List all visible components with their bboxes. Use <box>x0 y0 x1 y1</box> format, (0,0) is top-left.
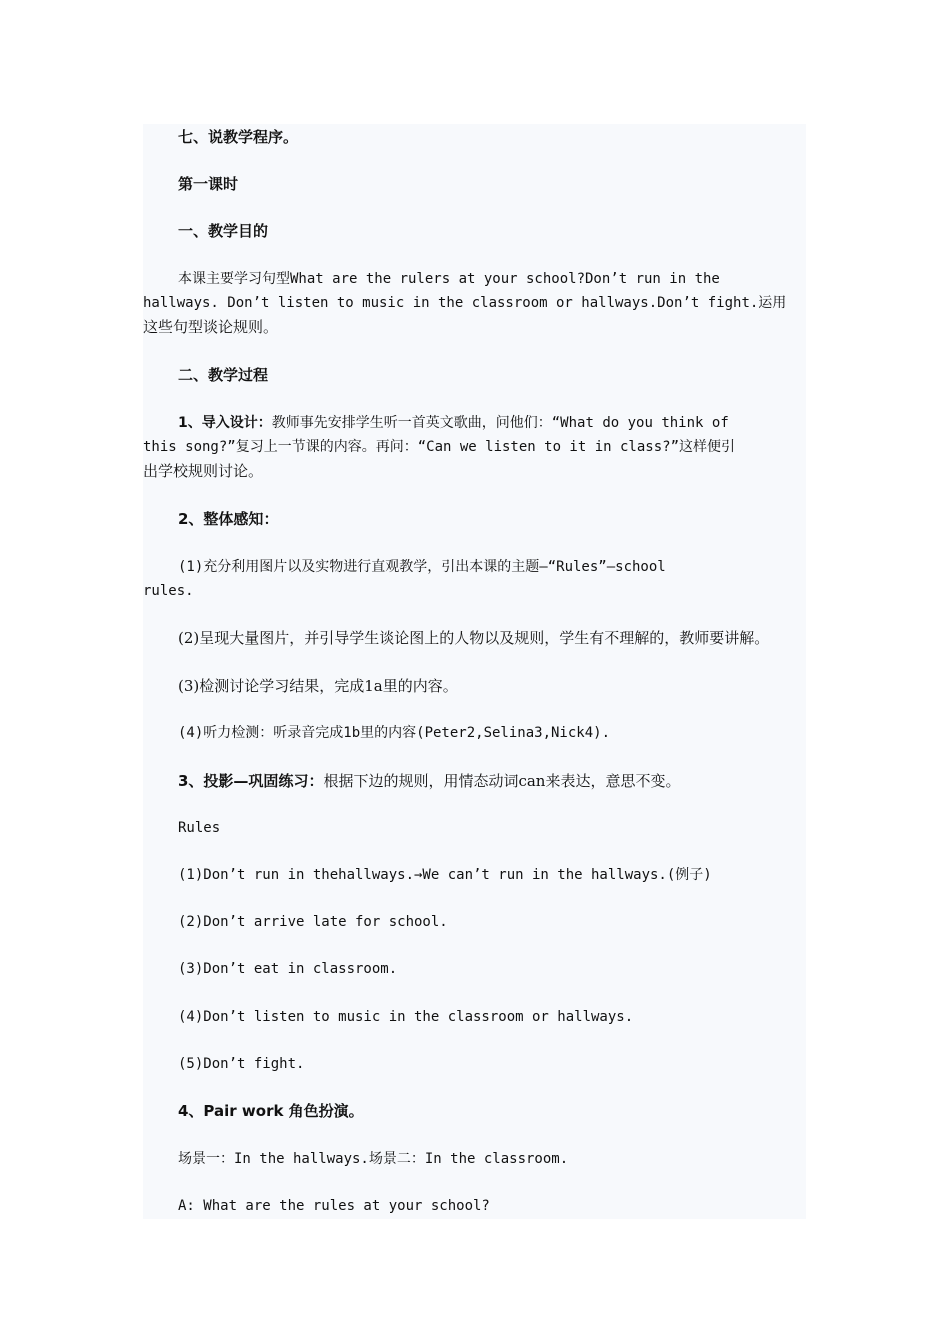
paragraph-line: rules. <box>143 583 194 599</box>
step-text: 教师事先安排学生听一首英文歌曲，问他们：“What do you think of <box>271 415 729 431</box>
rule-item: (1)Don’t run in thehallways.→We can’t run in the hallways.(例子) <box>178 867 712 883</box>
paragraph-line: 出学校规则讨论。 <box>143 462 264 480</box>
rule-item: (4)Don’t listen to music in the classroom or hallways. <box>178 1009 634 1025</box>
paragraph-line: (2)呈现大量图片，并引导学生谈论图上的人物以及规则，学生有不理解的，教师要讲解。 <box>178 629 770 647</box>
paragraph-line: this song?”复习上一节课的内容。再问：“Can we listen to it in class?”这样便引 <box>143 439 736 455</box>
paragraph-line: (4)听力检测：听录音完成1b里的内容(Peter2,Selina3,Nick4). <box>178 725 611 741</box>
document-page <box>143 124 806 1219</box>
rule-item: (3)Don’t eat in classroom. <box>178 961 398 977</box>
rule-item: (2)Don’t arrive late for school. <box>178 914 448 930</box>
pairwork-heading: 4、Pair work 角色扮演。 <box>178 1102 364 1120</box>
step-label: 3、投影—巩固练习： <box>178 772 324 790</box>
paragraph-line: hallways. Don’t listen to music in the classroom or hallways.Don’t fight.运用 <box>143 295 787 311</box>
process-heading: 二、教学过程 <box>178 366 269 384</box>
rule-item: (5)Don’t fight. <box>178 1056 305 1072</box>
step-label: 1、导入设计： <box>178 415 272 431</box>
paragraph-line: 本课主要学习句型What are the rulers at your school?Don’t run in the <box>178 271 720 287</box>
step-heading: 2、整体感知： <box>178 510 279 528</box>
step-text: 根据下边的规则，用情态动词can来表达，意思不变。 <box>323 772 681 790</box>
scene-line: 场景一：In the hallways.场景二：In the classroom. <box>178 1151 569 1167</box>
dialogue-line: A: What are the rules at your school? <box>178 1198 490 1214</box>
paragraph-line <box>178 413 729 433</box>
paragraph-line: (3)检测讨论学习结果，完成1a里的内容。 <box>178 677 458 695</box>
paragraph-line: 这些句型谈论规则。 <box>143 318 279 336</box>
rules-title: Rules <box>178 820 221 836</box>
paragraph-line <box>178 771 680 791</box>
objective-heading: 一、教学目的 <box>178 222 269 240</box>
lesson-heading: 第一课时 <box>178 175 239 193</box>
section-heading: 七、说教学程序。 <box>178 128 299 146</box>
paragraph-line: (1)充分利用图片以及实物进行直观教学，引出本课的主题—“Rules”—school <box>178 559 666 575</box>
